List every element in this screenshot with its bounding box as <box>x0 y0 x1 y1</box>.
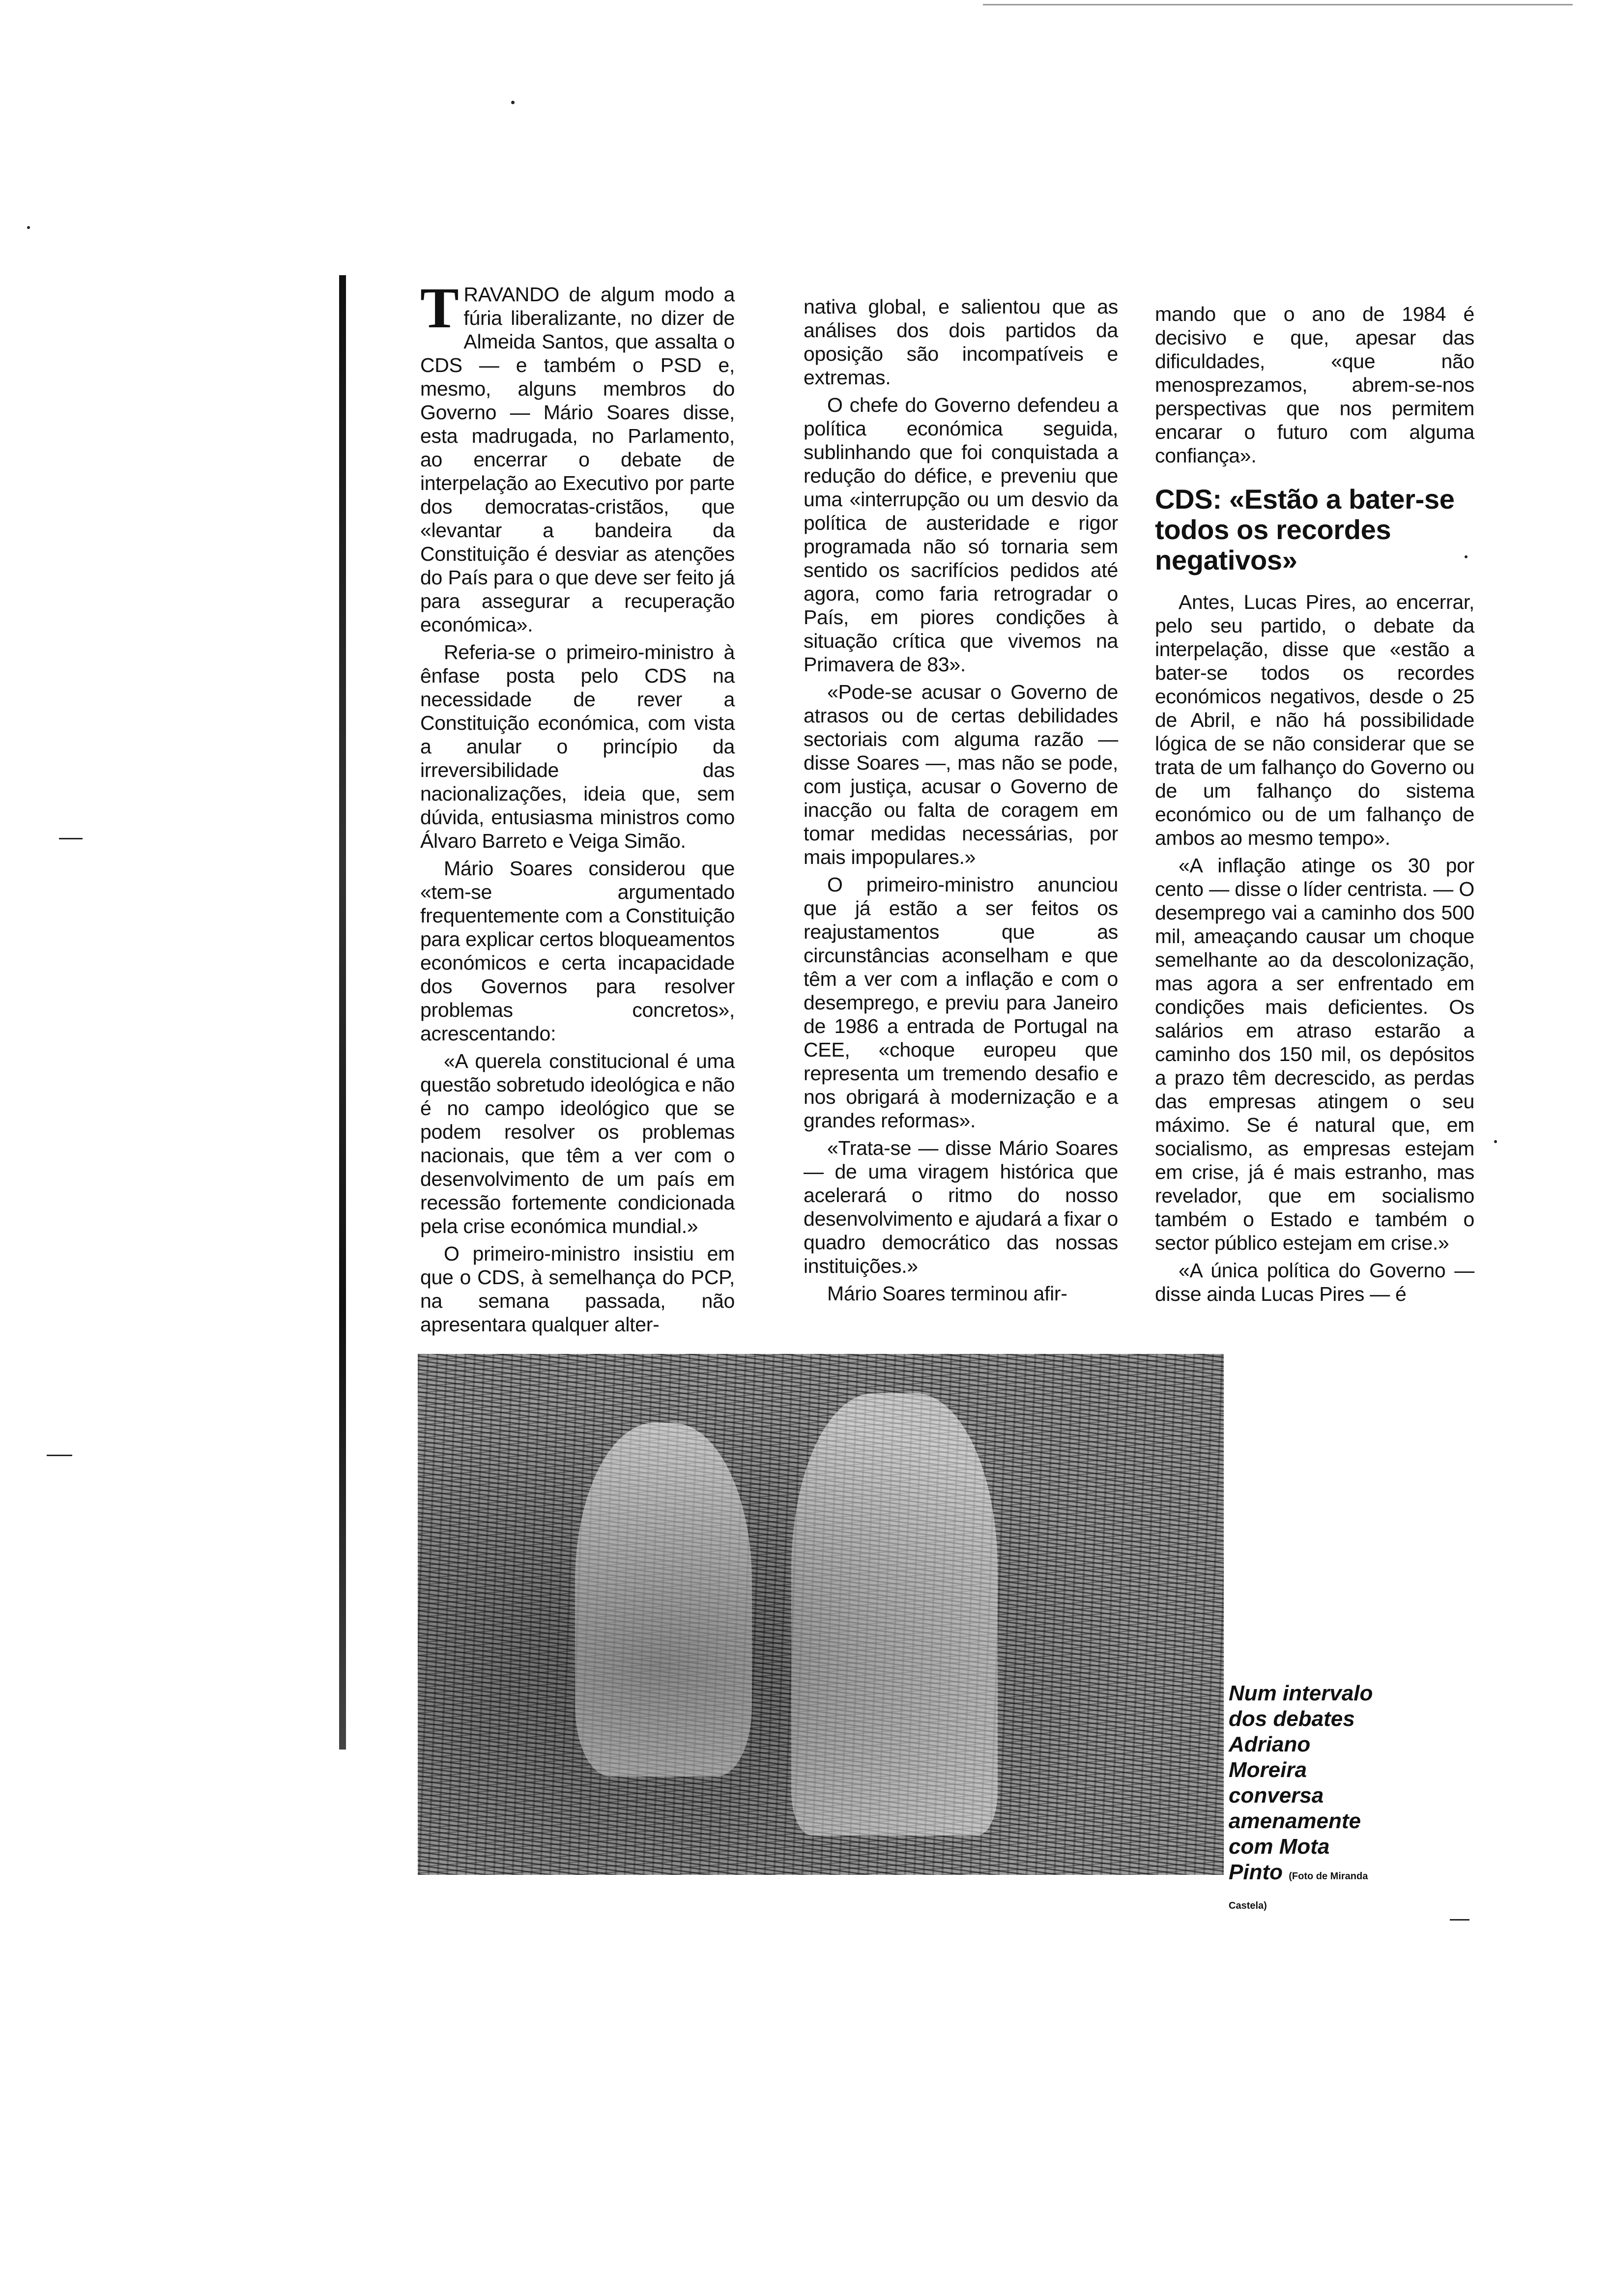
paragraph: Referia-se o primeiro-ministro à ênfase posta pelo CDS na necessidade de rever a Constituição económica, com vista a anular o princípio da irreversibilidade das nacionalizações, ideia que, sem dúvida, entusiasma ministros como Álvaro Barreto e Veiga Simão. <box>420 641 735 852</box>
scan-mark <box>1450 1919 1469 1921</box>
scan-speck <box>1494 1140 1497 1143</box>
paragraph: mando que o ano de 1984 é decisivo e que, apesar das dificuldades, «que não menosprezamos, abrem-se-nos perspectivas que nos permitem encarar o futuro com alguma confiança». <box>1155 303 1474 467</box>
article-column-1 <box>420 276 735 1340</box>
paragraph: nativa global, e salientou que as análises dos dois partidos da oposição são incompatíveis e extremas. <box>804 295 1118 389</box>
paragraph: O primeiro-ministro insistiu em que o CDS, à semelhança do PCP, na semana passada, não apresentara qualquer alter- <box>420 1242 735 1336</box>
scan-speck <box>27 226 30 229</box>
caption-text: Num intervalo dos debates Adriano Moreira conversa amenamente com Mota Pinto <box>1229 1681 1373 1884</box>
paragraph: «A inflação atinge os 30 por cento — disse o líder centrista. — O desemprego vai a caminho dos 500 mil, ameaçando causar um choque semelhante ao da descolonização, mas agora a ser enfrentado em condições mais deficientes. Os salários em atraso estarão a caminho dos 150 mil, os depósitos a prazo têm decrescido, as perdas das empresas atingem o seu máximo. Se é natural que, em socialismo, as empresas estejam em crise, já é mais estranho, mas revelador, que em socialismo também o Estado e também o sector público estejam em crise.» <box>1155 854 1474 1254</box>
article-column-3 <box>1155 302 1474 1310</box>
paragraph: TRAVANDO de algum modo a fúria liberalizante, no dizer de Almeida Santos, que assalta o CDS — e também o PSD e, mesmo, alguns membros do Governo — Mário Soares disse, esta madrugada, no Parlamento, ao encerrar o debate de interpelação ao Executivo por parte dos democratas-cristãos, que «levantar a bandeira da Constituição é desviar as atenções do País para o que deve ser feito já para assegurar a recuperação económica». <box>420 276 735 636</box>
paragraph: «A querela constitucional é uma questão sobretudo ideológica e não é no campo ideológico que se podem resolver os problemas nacionais, que têm a ver com o desenvolvimento de um país em recessão fortemente condicionada pela crise económica mundial.» <box>420 1050 735 1237</box>
column-rule <box>339 275 346 1750</box>
paragraph: O chefe do Governo defendeu a política económica seguida, sublinhando que foi conquistada a redução do défice, e preveniu que uma «interrupção ou um desvio da política de austeridade e rigor programada não só tornaria sem sentido os sacrifícios pedidos até agora, como faria retrogradar o País, em piores condições à situação crítica que vivemos na Primavera de 83». <box>804 394 1118 676</box>
photo-shading <box>418 1354 1224 1875</box>
subheading: CDS: «Estão a bater-se todos os recordes negativos» <box>1155 484 1455 575</box>
scan-edge-line <box>983 4 1573 5</box>
paragraph: O primeiro-ministro anunciou que já estão a ser feitos os reajustamentos que as circunstâncias aconselham e que têm a ver com a inflação e com o desemprego, e previu para Janeiro de 1986 a entrada de Portugal na CEE, «choque europeu que representa um tremendo desafio e nos obrigará à modernização e a grandes reformas». <box>804 873 1118 1132</box>
paragraph: «A única política do Governo — disse ainda Lucas Pires — é <box>1155 1259 1474 1305</box>
scan-mark <box>47 1455 72 1456</box>
paragraph: Antes, Lucas Pires, ao encerrar, pelo seu partido, o debate da interpelação, disse que «estão a bater-se todos os recordes económicos negativos, desde o 25 de Abril, e não há possibilidade lógica de se não considerar que se trata de um falhanço do Governo ou de um falhanço do sistema económico ou de um falhanço de ambos ao mesmo tempo». <box>1155 591 1474 849</box>
scan-mark <box>59 838 83 839</box>
paragraph: «Trata-se — disse Mário Soares — de uma viragem histórica que acelerará o ritmo do nosso desenvolvimento e ajudará a fixar o quadro democrático das nossas instituições.» <box>804 1137 1118 1277</box>
article-column-2 <box>804 295 1118 1309</box>
paragraph: Mário Soares terminou afir- <box>827 1282 1067 1305</box>
paragraph: Mário Soares considerou que «tem-se argumentado frequentemente com a Constituição para explicar certos bloqueamentos económicos e certa incapacidade dos Governos para resolver problemas concretos», acrescentando: <box>420 857 735 1045</box>
photo-caption <box>1229 1681 1386 1919</box>
drop-cap: T <box>420 276 459 340</box>
scan-speck <box>511 101 515 104</box>
paragraph: «Pode-se acusar o Governo de atrasos ou de certas debilidades sectoriais com alguma razão — disse Soares —, mas não se pode, com justiça, acusar o Governo de inacção ou falta de coragem em tomar medidas necessárias, por mais impopulares.» <box>804 681 1118 868</box>
news-photo <box>418 1354 1224 1875</box>
photo-credit: (Foto de Miranda Castela) <box>1229 1871 1368 1911</box>
